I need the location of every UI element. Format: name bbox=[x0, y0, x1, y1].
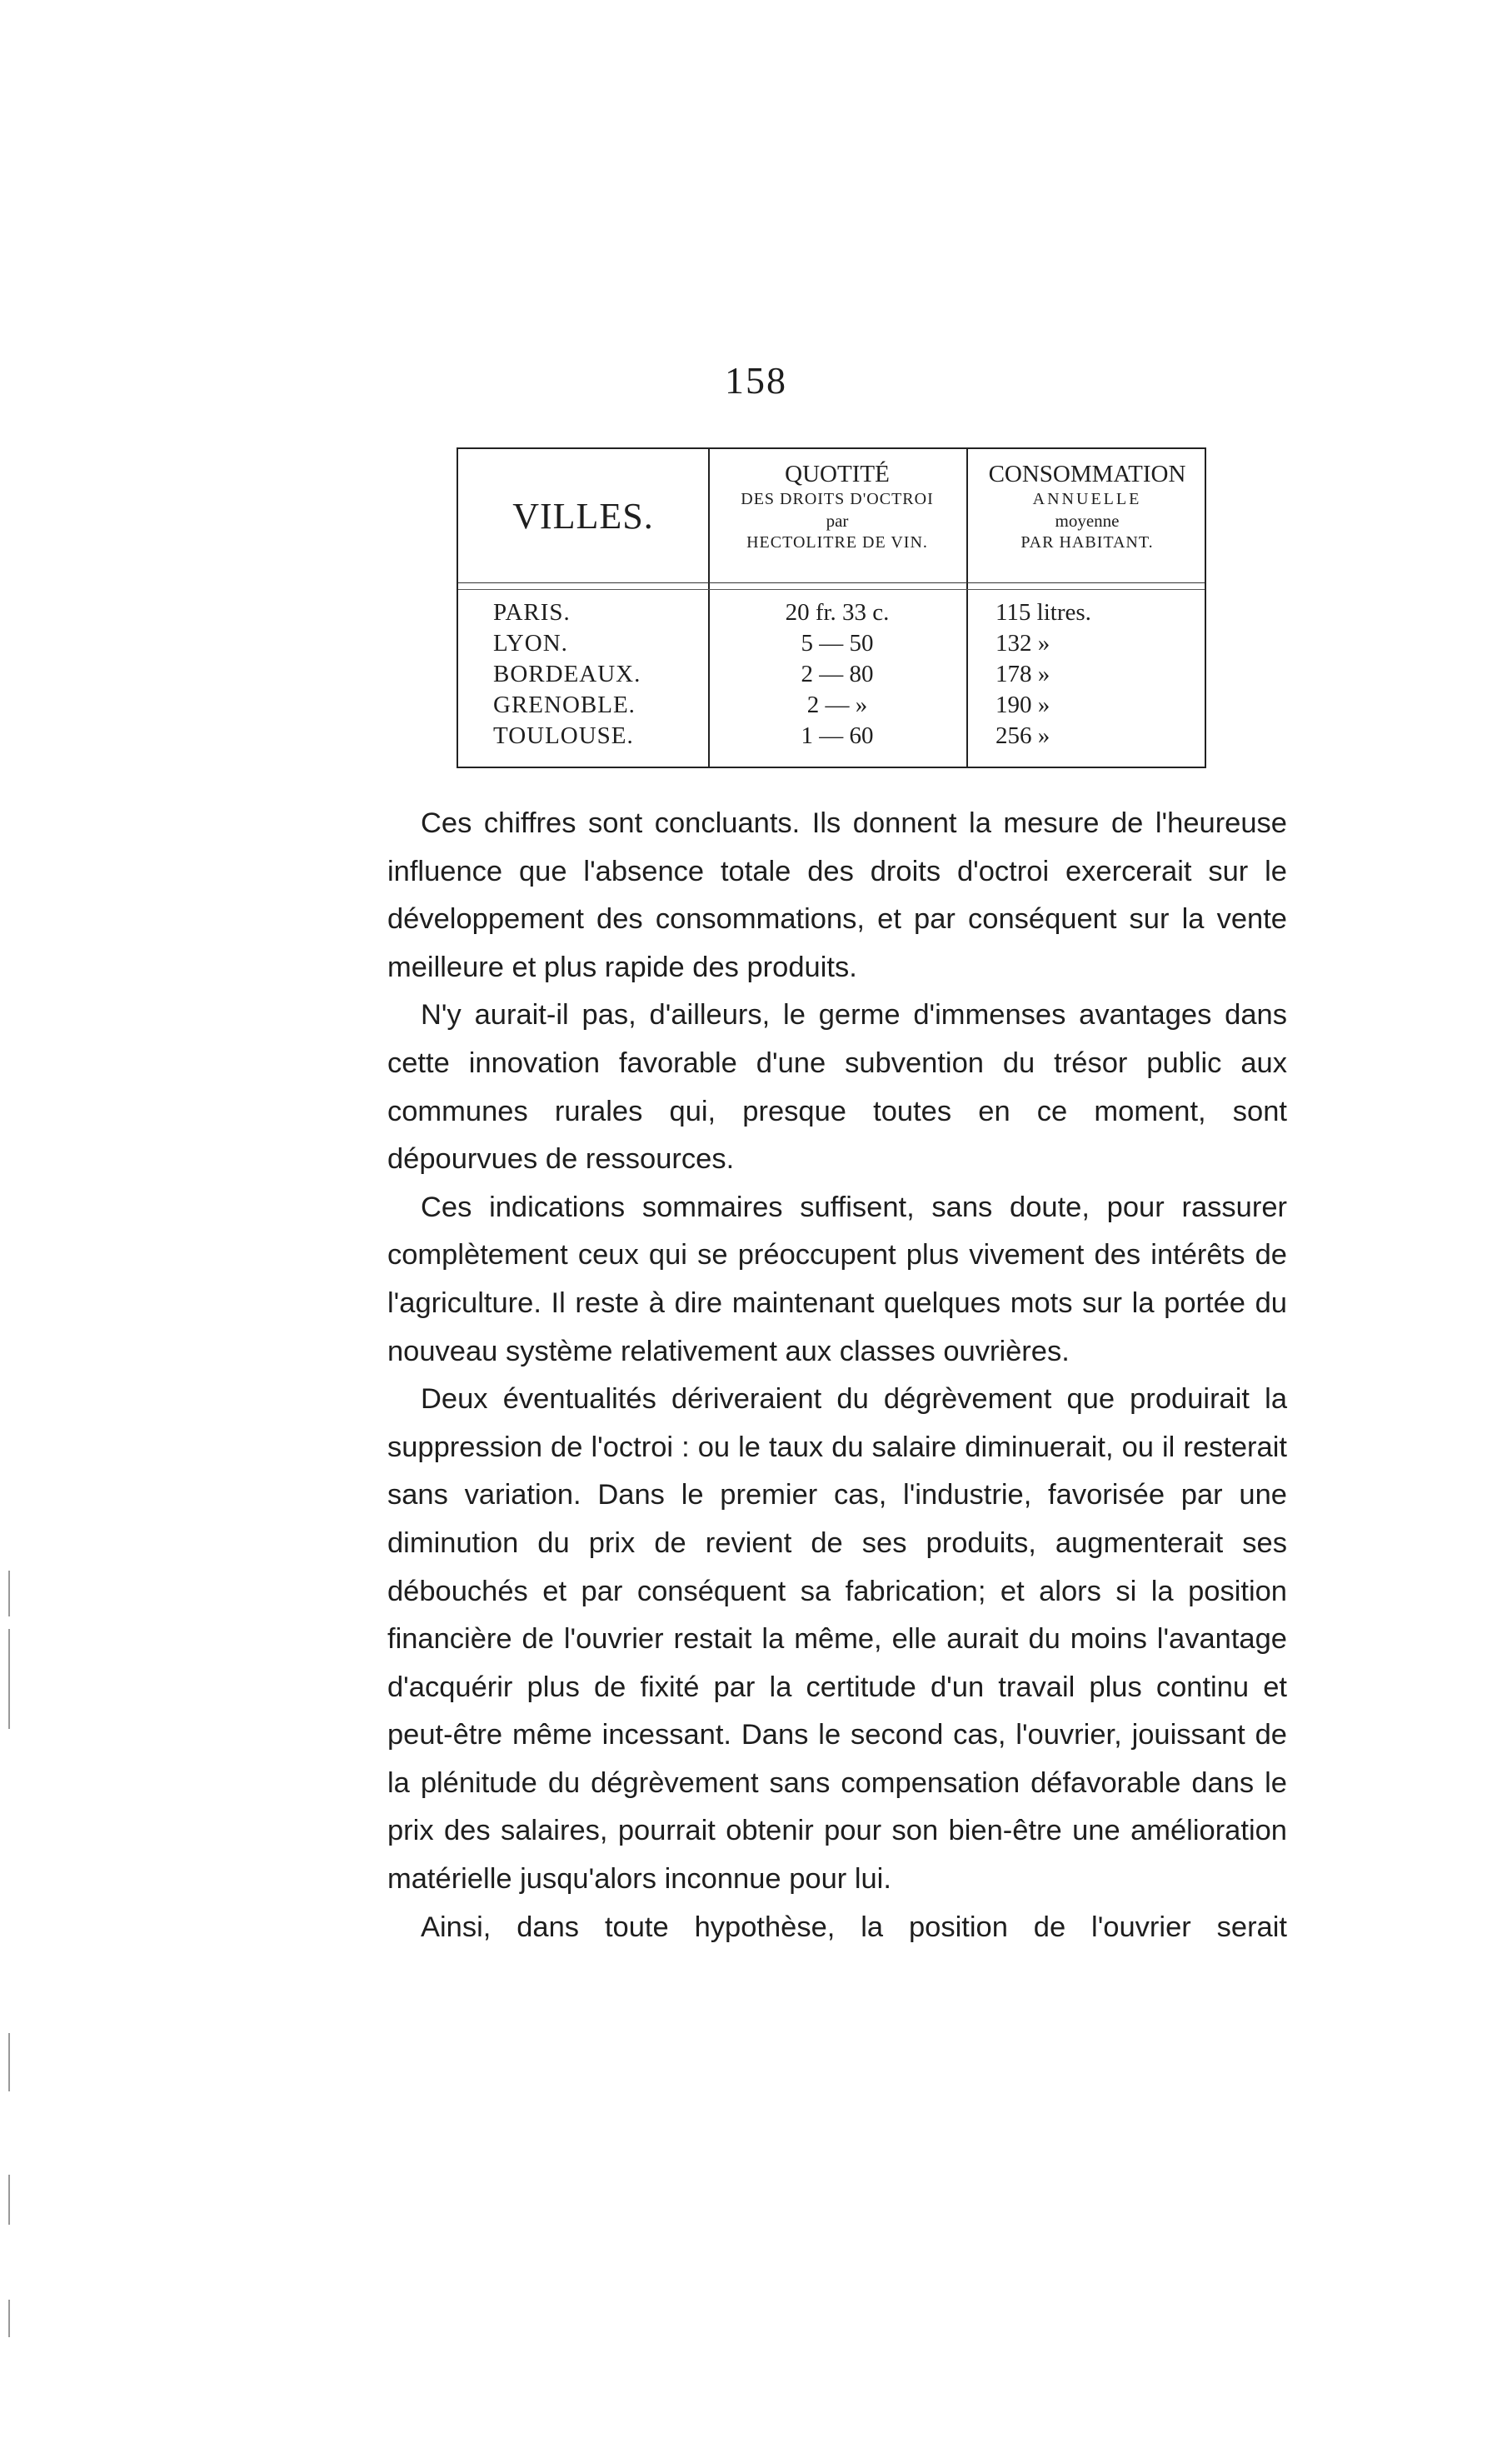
paragraph: Ces indications sommaires suffisent, sans doute, pour rassurer complètement ceux qui se préoccupent plus vivement des intérêts de l'agriculture. Il reste à dire maintenant quelques mots sur la portée du nouveau système relativement aux classes ouvrières. bbox=[387, 1191, 1287, 1367]
table-row bbox=[458, 630, 1205, 661]
header-villes: VILLES. bbox=[512, 496, 654, 537]
paragraph: N'y aurait-il pas, d'ailleurs, le germe d'immenses avantages dans cette innovation favorable d'une subvention du trésor public aux communes rurales qui, presque toutes en ce moment, sont dépourvues de ressources. bbox=[387, 999, 1287, 1176]
paragraph: Deux éventualités dériveraient du dégrèvement que produirait la suppression de l'octroi : ou le taux du salaire diminuerait, ou il resterait sans variation. Dans le premier cas, l'industrie, favorisée par une diminution du prix de revient de ses produits, augmenterait ses débouchés et par conséquent sa fabrication; et alors si la position financière de l'ouvrier restait la même, elle aurait du moins l'avantage d'acquérir plus de fixité par la certitude d'un travail plus continu et peut-être même incessant. Dans le second cas, l'ouvrier, jouissant de la plénitude du dégrèvement sans compensation défavorable dans le prix des salaires, pourrait obtenir pour son bien-être une amélioration matérielle jusqu'alors inconnue pour lui. bbox=[387, 1383, 1287, 1896]
consommation-cell: 115 litres. bbox=[996, 599, 1091, 626]
header-consommation-moyenne: moyenne bbox=[1055, 511, 1120, 532]
consommation-cell: 178 » bbox=[996, 661, 1050, 687]
header-rule bbox=[458, 582, 1205, 583]
header-quotite-title: QUOTITÉ bbox=[785, 461, 890, 487]
header-quotite-sub: DES DROITS D'OCTROI bbox=[741, 490, 934, 509]
table-row bbox=[458, 722, 1205, 753]
header-consommation bbox=[966, 459, 1208, 553]
city-cell: GRENOBLE. bbox=[493, 692, 636, 718]
paragraph: Ces chiffres sont concluants. Ils donnent la mesure de l'heureuse influence que l'absence totale des droits d'octroi exercerait sur le développement des consommations, et par conséquent sur la vente meilleure et plus rapide des produits. bbox=[387, 807, 1287, 983]
quotite-cell: 5 — 50 bbox=[801, 630, 874, 657]
body-text bbox=[387, 800, 1287, 1951]
octroi-table bbox=[457, 447, 1206, 768]
quotite-cell: 2 — » bbox=[806, 692, 868, 718]
scan-margin-line bbox=[8, 1571, 10, 1616]
table-row bbox=[458, 692, 1205, 722]
table-row bbox=[458, 661, 1205, 692]
scan-margin-line bbox=[8, 1629, 10, 1729]
consommation-cell: 256 » bbox=[996, 722, 1050, 749]
header-consommation-annuelle: ANNUELLE bbox=[1032, 490, 1142, 509]
scan-margin-line bbox=[8, 2300, 10, 2337]
consommation-cell: 190 » bbox=[996, 692, 1050, 718]
city-cell: TOULOUSE. bbox=[493, 722, 634, 749]
quotite-cell: 20 fr. 33 c. bbox=[785, 599, 890, 626]
scan-margin-line bbox=[8, 2175, 10, 2225]
quotite-cell: 1 — 60 bbox=[801, 722, 874, 749]
scan-margin-line bbox=[8, 2033, 10, 2091]
page-number: 158 bbox=[725, 359, 787, 402]
table-body bbox=[458, 599, 1205, 753]
paragraph: Ainsi, dans toute hypothèse, la position de l'ouvrier serait bbox=[421, 1911, 1287, 1943]
header-quotite bbox=[708, 459, 966, 553]
header-consommation-title: CONSOMMATION bbox=[988, 461, 1186, 487]
consommation-cell: 132 » bbox=[996, 630, 1050, 657]
header-quotite-par: par bbox=[826, 511, 849, 532]
city-cell: LYON. bbox=[493, 630, 568, 657]
table-row bbox=[458, 599, 1205, 630]
header-rule bbox=[458, 589, 1205, 590]
header-quotite-unit: HECTOLITRE DE VIN. bbox=[746, 532, 928, 552]
city-cell: BORDEAUX. bbox=[493, 661, 641, 687]
quotite-cell: 2 — 80 bbox=[801, 661, 874, 687]
city-cell: PARIS. bbox=[493, 599, 571, 626]
header-consommation-unit: PAR HABITANT. bbox=[1020, 532, 1154, 552]
